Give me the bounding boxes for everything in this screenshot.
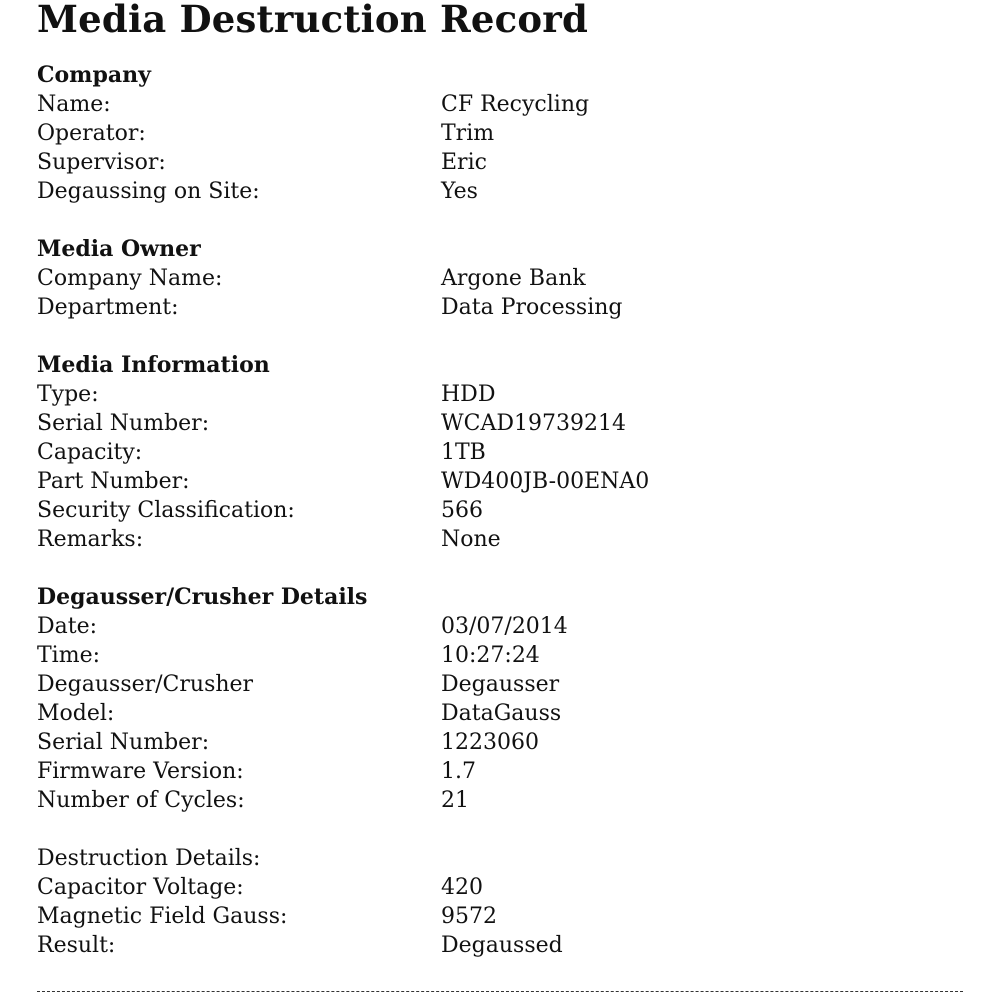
part-number-row — [37, 467, 967, 496]
field-label: Date: — [37, 614, 98, 639]
field-value: CF Recycling — [441, 92, 590, 117]
time-row — [37, 641, 967, 670]
model-row — [37, 699, 967, 728]
dashed-divider — [37, 991, 963, 992]
field-label: Firmware Version: — [37, 759, 244, 784]
field-label: Operator: — [37, 121, 146, 146]
firmware-version-row — [37, 757, 967, 786]
field-value: Yes — [441, 179, 478, 204]
field-value: 10:27:24 — [441, 643, 540, 668]
media-serial-number-row — [37, 409, 967, 438]
field-label: Magnetic Field Gauss: — [37, 904, 288, 929]
number-of-cycles-row — [37, 786, 967, 815]
field-label: Number of Cycles: — [37, 788, 245, 813]
type-row — [37, 380, 967, 409]
magnetic-field-gauss-row — [37, 902, 967, 931]
field-label: Model: — [37, 701, 115, 726]
field-value: 03/07/2014 — [441, 614, 568, 639]
field-label: Security Classification: — [37, 498, 295, 523]
field-label: Supervisor: — [37, 150, 166, 175]
destruction-details-section — [37, 844, 967, 960]
supervisor-row — [37, 148, 967, 177]
field-value: Argone Bank — [441, 266, 586, 291]
field-label: Part Number: — [37, 469, 190, 494]
degausser-crusher-row — [37, 670, 967, 699]
remarks-row — [37, 525, 967, 554]
document-title: Media Destruction Record — [37, 0, 589, 41]
media-owner-heading: Media Owner — [37, 236, 201, 262]
field-value: Trim — [441, 121, 495, 146]
field-label: Remarks: — [37, 527, 144, 552]
field-label: Serial Number: — [37, 730, 210, 755]
field-value: Degaussed — [441, 933, 563, 958]
field-value: DataGauss — [441, 701, 562, 726]
operator-row — [37, 119, 967, 148]
field-label: Time: — [37, 643, 101, 668]
result-row — [37, 931, 967, 960]
field-label: Capacity: — [37, 440, 143, 465]
field-value: 566 — [441, 498, 483, 523]
field-value: WCAD19739214 — [441, 411, 626, 436]
field-value: None — [441, 527, 501, 552]
field-value: Degausser — [441, 672, 560, 697]
owner-company-name-row — [37, 264, 967, 293]
company-name-row — [37, 90, 967, 119]
device-serial-number-row — [37, 728, 967, 757]
field-label: Degausser/Crusher — [37, 672, 254, 697]
date-row — [37, 612, 967, 641]
department-row — [37, 293, 967, 322]
degausser-details-heading: Degausser/Crusher Details — [37, 584, 368, 610]
field-label: Capacitor Voltage: — [37, 875, 244, 900]
field-value: Eric — [441, 150, 487, 175]
field-value: 21 — [441, 788, 469, 813]
field-value: 1TB — [441, 440, 486, 465]
field-value: 1.7 — [441, 759, 476, 784]
field-label: Department: — [37, 295, 179, 320]
media-destruction-record — [37, 0, 967, 960]
field-value: 420 — [441, 875, 483, 900]
capacitor-voltage-row — [37, 873, 967, 902]
field-label: Serial Number: — [37, 411, 210, 436]
field-value: 9572 — [441, 904, 497, 929]
company-section — [37, 61, 967, 206]
degaussing-on-site-row — [37, 177, 967, 206]
media-information-section — [37, 351, 967, 554]
field-label: Company Name: — [37, 266, 223, 291]
company-heading: Company — [37, 62, 151, 88]
field-label: Type: — [37, 382, 99, 407]
media-owner-section — [37, 235, 967, 322]
field-label: Result: — [37, 933, 116, 958]
field-value: HDD — [441, 382, 496, 407]
security-classification-row — [37, 496, 967, 525]
field-label: Degaussing on Site: — [37, 179, 260, 204]
media-information-heading: Media Information — [37, 352, 270, 378]
capacity-row — [37, 438, 967, 467]
field-label: Name: — [37, 92, 111, 117]
field-value: Data Processing — [441, 295, 623, 320]
degausser-details-section — [37, 583, 967, 815]
field-value: 1223060 — [441, 730, 539, 755]
field-value: WD400JB-00ENA0 — [441, 469, 650, 494]
destruction-details-heading: Destruction Details: — [37, 846, 261, 871]
